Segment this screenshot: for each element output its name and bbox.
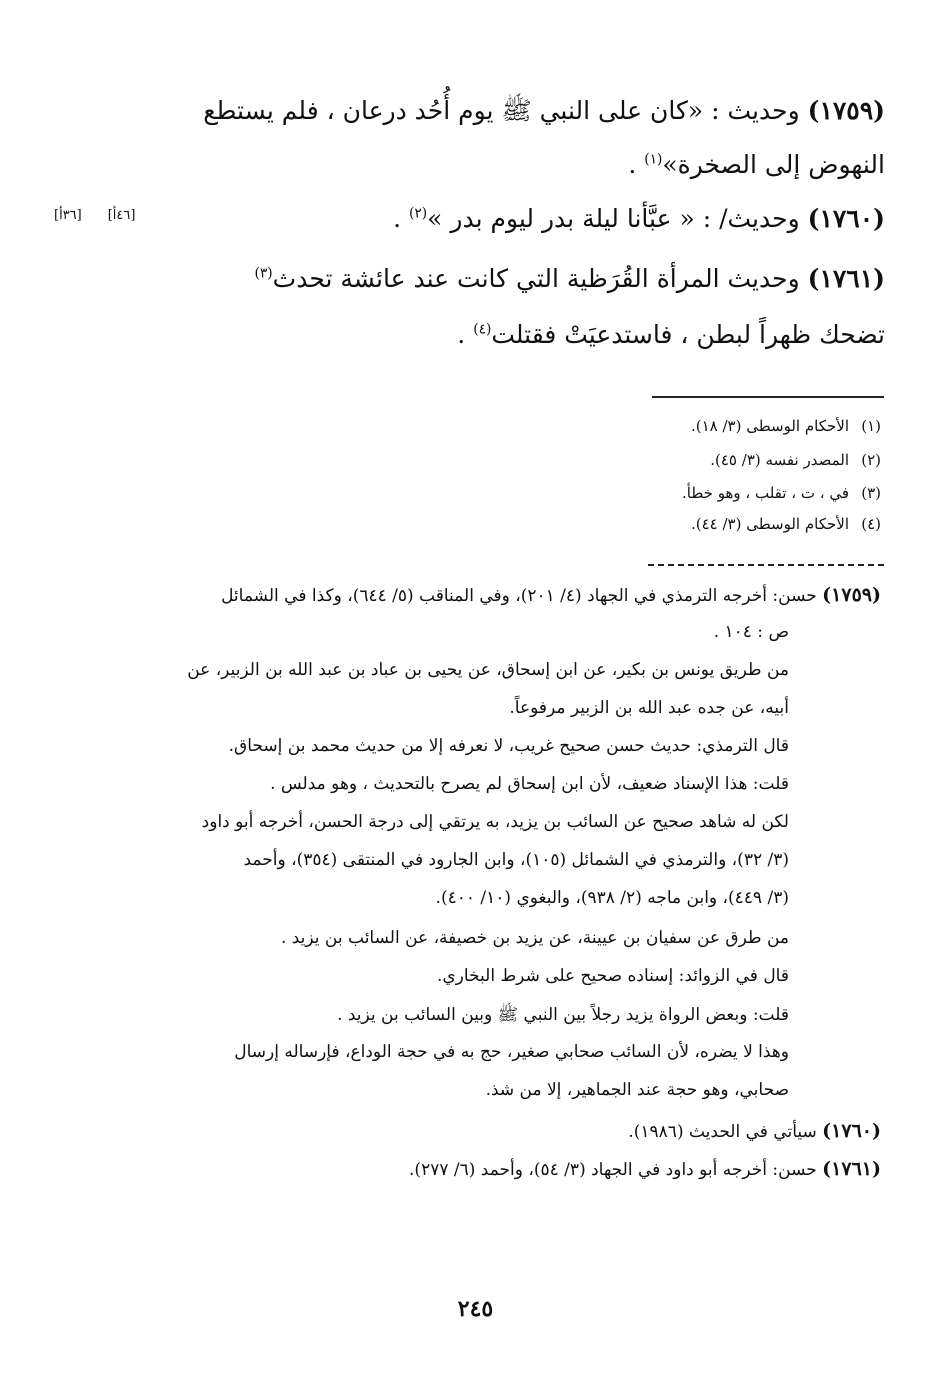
hadith-text: وحديث المرأة القُرَظية التي كانت عند عائشة تحدث bbox=[272, 264, 808, 293]
commentary-text: قال الترمذي: حديث حسن صحيح غريب، لا نعرفه إلا من حديث محمد بن إسحاق. bbox=[228, 736, 789, 756]
hadith-number: (١٧٥٩) bbox=[807, 96, 885, 125]
commentary-separator bbox=[648, 564, 884, 566]
hadith-text-end: . bbox=[628, 150, 645, 179]
commentary-text: من طريق يونس بن بكير، عن ابن إسحاق، عن يحيى بن عباد بن عبد الله بن الزبير، عن bbox=[187, 660, 789, 680]
footnote-number: (٤) bbox=[861, 515, 881, 533]
footnote-ref: (٣) bbox=[254, 265, 273, 282]
commentary-number: (١٧٦١) bbox=[822, 1158, 881, 1180]
commentary-text: حسن: أخرجه أبو داود في الجهاد (٣/ ٥٤)، وأحمد (٦/ ٢٧٧). bbox=[409, 1160, 823, 1180]
commentary-line bbox=[69, 888, 789, 908]
hadith-1759-line-1 bbox=[95, 96, 885, 126]
footnote-ref: (٤) bbox=[473, 321, 492, 338]
folio-ref: [٣٦أ] bbox=[54, 208, 82, 223]
footnote-text: في ، ت ، تقلب ، وهو خطأ. bbox=[682, 484, 849, 502]
commentary-number: (١٧٥٩) bbox=[822, 584, 881, 606]
commentary-line bbox=[69, 622, 789, 642]
hadith-number: (١٧٦٠) bbox=[807, 204, 885, 233]
footnote-text: الأحكام الوسطى (٣/ ١٨). bbox=[690, 417, 849, 435]
commentary-line bbox=[69, 966, 789, 986]
footnote-number: (١) bbox=[861, 417, 881, 435]
footnote-text: الأحكام الوسطى (٣/ ٤٤). bbox=[690, 515, 849, 533]
commentary-text: قلت: وبعض الرواة يزيد رجلاً بين النبي ﷺ وبين السائب بن يزيد . bbox=[337, 1005, 789, 1025]
commentary-text: صحابي، وهو حجة عند الجماهير، إلا من شذ. bbox=[485, 1080, 789, 1100]
commentary-text: أبيه، عن جده عبد الله بن الزبير مرفوعاً. bbox=[509, 698, 789, 718]
commentary-text: قال في الزوائد: إسناده صحيح على شرط البخاري. bbox=[436, 966, 789, 986]
folio-ref: [٤٦أ] bbox=[107, 208, 136, 223]
hadith-text: النهوض إلى الصخرة» bbox=[662, 150, 885, 179]
commentary-number: (١٧٦٠) bbox=[822, 1120, 881, 1142]
footnote-ref: (١) bbox=[644, 151, 663, 168]
hadith-text: وحديث : «كان على النبي ﷺ يوم أُحُد درعان ، فلم يستطع bbox=[203, 96, 808, 125]
hadith-text-end: . bbox=[457, 320, 474, 349]
commentary-line bbox=[69, 736, 789, 756]
commentary-1761 bbox=[161, 1158, 881, 1180]
commentary-line bbox=[69, 698, 789, 718]
commentary-text: (٣/ ٤٤٩)، وابن ماجه (٢/ ٩٣٨)، والبغوي (١٠/ ٤٠٠). bbox=[435, 888, 789, 908]
footnote-number: (٣) bbox=[861, 484, 881, 502]
hadith-text: وحديث/ : « عبَّأنا ليلة بدر ليوم بدر » bbox=[427, 204, 808, 233]
hadith-text-end: . bbox=[393, 204, 409, 233]
commentary-1760 bbox=[161, 1120, 881, 1142]
commentary-line bbox=[69, 774, 789, 794]
footnote-1 bbox=[691, 417, 881, 435]
page-number: ٢٤٥ bbox=[457, 1296, 494, 1322]
hadith-text: تضحك ظهراً لبطن ، فاستدعيَتْ فقتلت bbox=[491, 320, 885, 349]
hadith-1761-line-2 bbox=[95, 320, 885, 350]
commentary-line bbox=[69, 812, 789, 832]
commentary-1759-line-1 bbox=[161, 584, 881, 606]
commentary-text: ص : ١٠٤ . bbox=[713, 622, 789, 642]
commentary-text: سيأتي في الحديث (١٩٨٦). bbox=[628, 1122, 823, 1142]
commentary-text: وهذا لا يضره، لأن السائب صحابي صغير، حج به في حجة الوداع، فإرساله إرسال bbox=[234, 1042, 789, 1062]
footnote-text: المصدر نفسه (٣/ ٤٥). bbox=[710, 451, 849, 469]
commentary-line bbox=[69, 928, 789, 948]
footnote-separator bbox=[652, 396, 884, 398]
commentary-text: من طرق عن سفيان بن عيينة، عن يزيد بن خصيفة، عن السائب بن يزيد . bbox=[280, 928, 789, 948]
footnote-ref: (٢) bbox=[408, 205, 428, 222]
commentary-line bbox=[69, 850, 789, 870]
commentary-text: لكن له شاهد صحيح عن السائب بن يزيد، به يرتقي إلى درجة الحسن، أخرجه أبو داود bbox=[201, 812, 789, 832]
hadith-number: (١٧٦١) bbox=[807, 264, 885, 293]
commentary-line bbox=[69, 1004, 789, 1029]
hadith-1761-line-1 bbox=[95, 264, 885, 294]
commentary-text: قلت: هذا الإسناد ضعيف، لأن ابن إسحاق لم يصرح بالتحديث ، وهو مدلس . bbox=[270, 774, 789, 794]
footnote-3 bbox=[682, 484, 881, 502]
commentary-line bbox=[69, 1080, 789, 1100]
footnote-number: (٢) bbox=[861, 451, 881, 469]
commentary-text: (٣/ ٣٢)، والترمذي في الشمائل (١٠٥)، وابن الجارود في المنتقى (٣٥٤)، وأحمد bbox=[243, 850, 789, 870]
commentary-text: حسن: أخرجه الترمذي في الجهاد (٤/ ٢٠١)، وفي المناقب (٥/ ٦٤٤)، وكذا في الشمائل bbox=[221, 586, 823, 606]
hadith-1759-line-2 bbox=[95, 150, 885, 180]
footnote-4 bbox=[691, 515, 881, 533]
commentary-line bbox=[69, 1042, 789, 1062]
hadith-1760 bbox=[95, 204, 885, 234]
commentary-line bbox=[69, 660, 789, 680]
footnote-2 bbox=[710, 451, 881, 469]
